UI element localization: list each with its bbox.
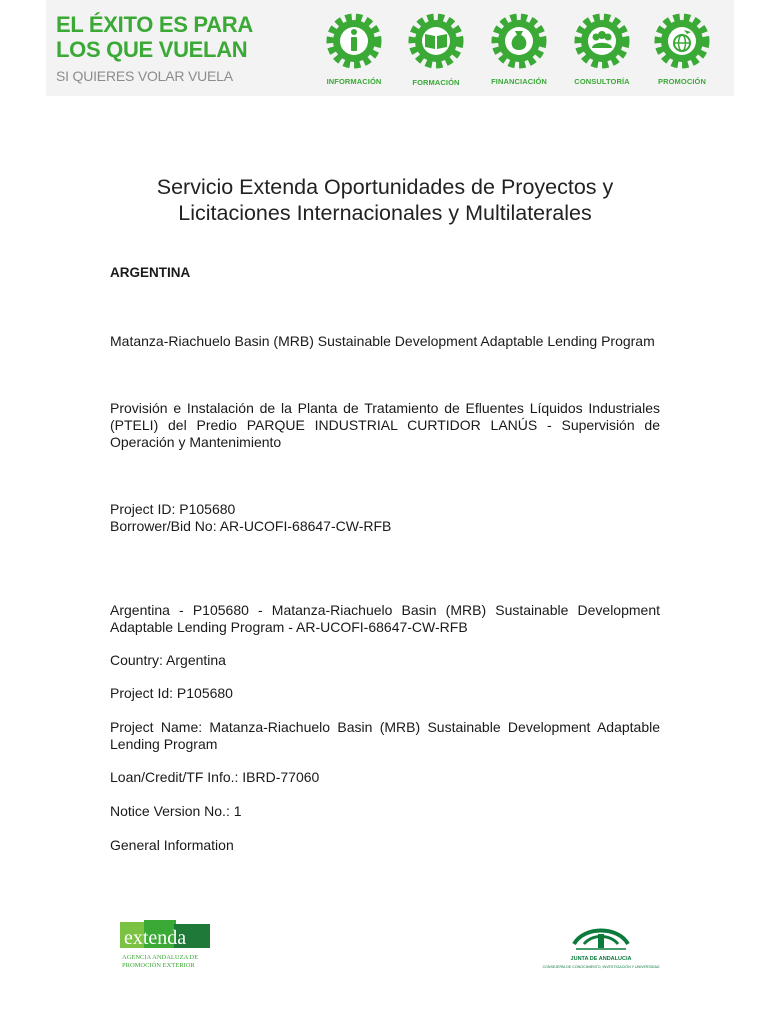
project-id-line: Project ID: P105680: [110, 501, 236, 517]
service-label-financiacion: FINANCIACIÓN: [491, 77, 547, 86]
country-line: Country: Argentina: [110, 652, 226, 668]
extenda-sub-2: PROMOCIÓN EXTERIOR: [122, 962, 195, 969]
extenda-sub-1: AGENCIA ANDALUZA DE: [122, 954, 199, 961]
country-heading: ARGENTINA: [110, 265, 191, 280]
project-id-line-2: Project Id: P105680: [110, 685, 233, 701]
people-icon: [571, 10, 633, 72]
slogan-line-2: LOS QUE VUELAN: [56, 37, 248, 62]
info-icon: [323, 10, 385, 72]
junta-name: JUNTA DE ANDALUCIA: [570, 956, 632, 962]
document-title: [100, 174, 670, 226]
document-title-line-2: Licitaciones Internacionales y Multilaterales: [178, 201, 592, 225]
service-label-promocion: PROMOCIÓN: [658, 77, 706, 86]
extenda-logo-text: extenda: [124, 927, 187, 949]
program-name: Matanza-Riachuelo Basin (MRB) Sustainable Development Adaptable Lending Program: [110, 333, 655, 349]
money-bag-icon: [488, 10, 550, 72]
loan-line: Loan/Credit/TF Info.: IBRD-77060: [110, 769, 320, 785]
extenda-logo: [120, 920, 212, 972]
service-label-informacion: INFORMACIÓN: [326, 77, 382, 86]
junta-sub: CONSEJERÍA DE CONOCIMIENTO, INVESTIGACIÓN Y UNIVERSIDAD: [542, 965, 660, 969]
borrower-bid-line: Borrower/Bid No: AR-UCOFI-68647-CW-RFB: [110, 518, 392, 534]
junta-de-andalucia-logo: [540, 922, 662, 972]
notice-title: Argentina - P105680 - Matanza-Riachuelo Basin (MRB) Sustainable Development Adaptable Lending Program - AR-UCOFI-68647-CW-RFB: [110, 602, 660, 635]
service-label-consultoria: CONSULTORÍA: [574, 77, 630, 86]
project-name-line: Project Name: Matanza-Riachuelo Basin (MRB) Sustainable Development Adaptable Lending Program: [110, 719, 660, 752]
slogan: [56, 12, 296, 62]
service-label-formacion: FORMACIÓN: [412, 78, 460, 87]
document-title-line-1: Servicio Extenda Oportunidades de Proyectos y: [156, 175, 614, 199]
tagline: SI QUIERES VOLAR VUELA: [56, 68, 233, 84]
globe-plane-icon: [651, 10, 713, 72]
notice-version-line: Notice Version No.: 1: [110, 803, 242, 819]
slogan-line-1: EL ÉXITO ES PARA: [56, 12, 253, 37]
tender-description: Provisión e Instalación de la Planta de Tratamiento de Efluentes Líquidos Industriales (PTELI) del Predio PARQUE INDUSTRIAL CURTIDOR LANÚS - Supervisión de Operación y Mantenimiento: [110, 400, 660, 450]
general-information: General Information: [110, 837, 234, 853]
book-icon: [405, 10, 467, 72]
